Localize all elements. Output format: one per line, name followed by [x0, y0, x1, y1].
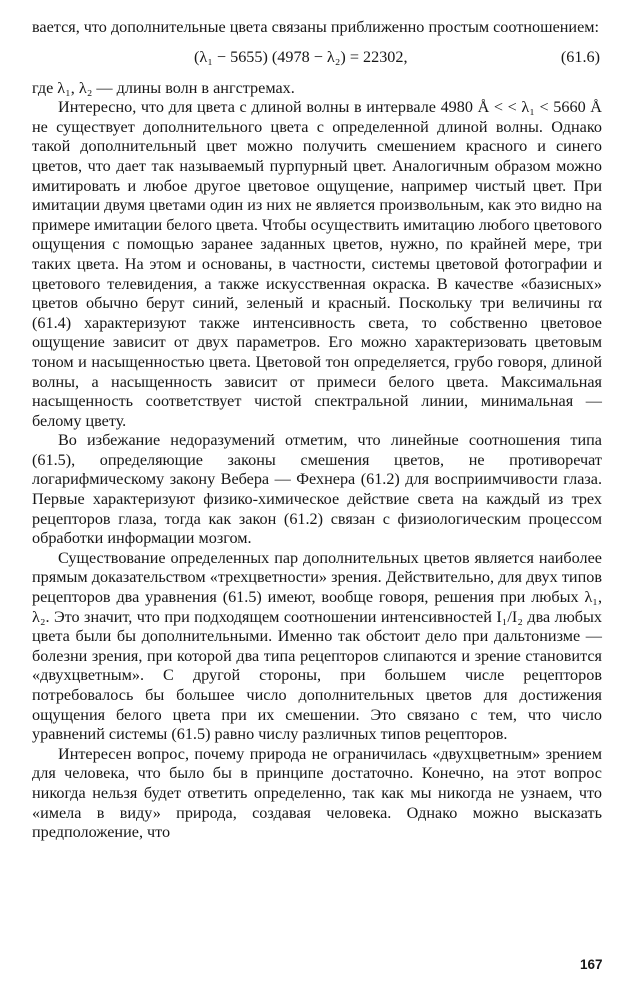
paragraph-trichromacy: Существование определенных пар дополнительных цветов является наиболее прямым доказательством «трехцветности» зрения. Действительно, для двух типов рецепторов два уравнения (61.5) имеют, вообще говоря, решения при любых λ₁, λ₂. Это значит, что при подходящем соотношении интенсивностей I₁/I₂ два любых цвета были бы дополнительными. Именно так обстоит дело при дальтонизме — болезни зрения, при которой два типа рецепторов слипаются и зрение становится «двухцветным». С другой стороны, при большем числе рецепторов потребовалось бы большее число дополнительных цветов для достижения ощущения белого цвета при их смешении. Это связано с тем, что число уравнений системы (61.5) равно числу различных типов рецепторов. [32, 548, 602, 744]
paragraph-complementary-colors: Интересно, что для цвета с длиной волны в интервале 4980 Å < < λ₁ < 5660 Å не существует дополнительного цвета с определенной длиной волны. Однако такой дополнительный цвет можно получить смешением красного и синего цветов, что дает так называемый пурпурный цвет. Аналогичным образом можно имитировать и любое другое цветовое ощущение, например чистый цвет. При имитации двумя цветами один из них не является произвольным, как это видно на примере имитации белого цвета. Чтобы осуществить имитацию любого цветового ощущения с помощью заранее заданных цветов, нужно, по крайней мере, три таких цвета. На этом и основаны, в частности, системы цветовой фотографии и цветового телевидения, а также искусственная окраска. В качестве «базисных» цветов обычно берут синий, зеленый и красный. Поскольку три величины rα (61.4) характеризуют также интенсивность света, то собственно цветовое ощущение зависит от двух параметров. Его можно характеризовать цветовым тоном и насыщенностью цвета. Цветовой тон определяется, грубо говоря, длиной волны, а насыщенность зависит от примеси белого цвета. Максимальная насыщенность соответствует чистой спектральной линии, минимальная — белому цвету. [32, 98, 602, 430]
paragraph-nature-question: Интересен вопрос, почему природа не ограничилась «двухцветным» зрением для человека, что было бы в принципе достаточно. Конечно, на этот вопрос никогда нельзя будет ответить определенно, так как мы никогда не узнаем, что «имела в виду» природа, создавая человека. Однако можно высказать предположение, что [32, 744, 602, 842]
paragraph-continuation: вается, что дополнительные цвета связаны приближенно простым соотношением: [32, 18, 600, 36]
page-number: 167 [580, 957, 603, 972]
equation-number: (61.6) [560, 47, 600, 66]
equation-61-6 [32, 44, 602, 75]
page-body [32, 18, 602, 843]
equation-formula: (λ₁ − 5655) (4978 − λ₂) = 22302, [194, 47, 408, 66]
paragraph-where: где λ₁, λ₂ — длины волн в ангстремах. [32, 78, 295, 97]
paragraph-weber-fechner: Во избежание недоразумений отметим, что линейные соотношения типа (61.5), определяющие законы смешения цветов, не противоречат логарифмическому закону Вебера — Фехнера (61.2) для восприимчивости глаза. Первые характеризуют физико-химическое действие света на каждый из трех рецепторов глаза, тогда как закон (61.2) связан с физиологическим процессом обработки информации мозгом. [32, 431, 602, 548]
